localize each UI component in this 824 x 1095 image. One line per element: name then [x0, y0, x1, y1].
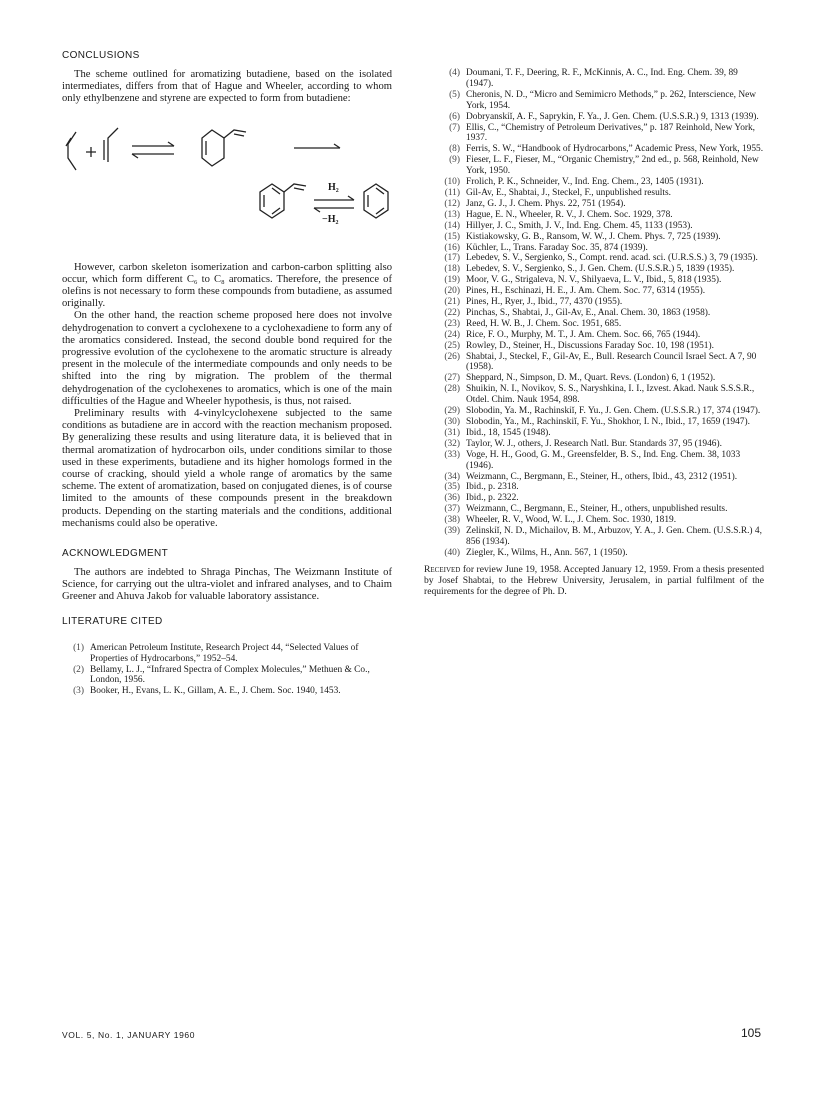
journal-issue-footer: VOL. 5, No. 1, JANUARY 1960 — [62, 1030, 196, 1040]
reference-text: Lebedev, S. V., Sergienko, S., J. Gen. Chem. (U.S.S.R.) 5, 1839 (1935). — [466, 264, 735, 275]
received-text: for review June 19, 1958. Accepted January 12, 1959. From a thesis presented by Josef Shabtai, to the Hebrew University, Jerusalem, in partial fulfilment of the requirements for the degree of Ph. D. — [424, 563, 764, 597]
reference-text: Pines, H., Ryer, J., Ibid., 77, 4370 (1955). — [466, 297, 623, 308]
reference-item — [424, 123, 764, 145]
reference-text: Shabtai, J., Steckel, F., Gil-Av, E., Bull. Research Council Israel Sect. A 7, 90 (1958). — [466, 351, 757, 373]
reference-item — [424, 308, 764, 319]
reference-item — [424, 275, 764, 286]
reference-item — [424, 232, 764, 243]
reference-item — [424, 472, 764, 483]
left-column — [62, 50, 392, 697]
reference-item — [424, 384, 764, 406]
reference-item — [424, 526, 764, 548]
reference-text: Ibid., p. 2322. — [466, 493, 519, 504]
reference-text: American Petroleum Institute, Research Project 44, “Selected Values of Properties of Hydrocarbons,” 1952–54. — [90, 642, 359, 664]
vinylcyclohexene-ring — [202, 130, 224, 166]
reference-number: (32) — [444, 438, 460, 449]
reference-number: (13) — [444, 209, 460, 220]
reference-text: Wheeler, R. V., Wood, W. L., J. Chem. Soc. 1930, 1819. — [466, 515, 677, 526]
reference-item — [424, 210, 764, 221]
reference-text: Moor, V. G., Strigaleva, N. V., Shilyaeva, L. V., Ibid., 5, 818 (1935). — [466, 275, 722, 286]
reference-number: (10) — [444, 177, 460, 188]
reference-number: (35) — [444, 482, 460, 493]
reference-number: (12) — [444, 198, 460, 209]
reference-text: Frolich, P. K., Schneider, V., Ind. Eng. Chem., 23, 1405 (1931). — [466, 177, 704, 188]
reference-number: (28) — [444, 384, 460, 395]
reference-text: Weizmann, C., Bergmann, E., Steiner, H., others, unpublished results. — [466, 504, 728, 515]
right-reference-list — [424, 68, 764, 559]
reference-number: (24) — [444, 329, 460, 340]
reference-item — [424, 406, 764, 417]
reference-number: (16) — [444, 242, 460, 253]
reference-item — [424, 493, 764, 504]
reference-number: (1) — [73, 642, 84, 653]
reference-number: (37) — [444, 504, 460, 515]
reaction-arrow — [294, 144, 340, 148]
reference-item — [424, 286, 764, 297]
equilibrium-arrow-back-1 — [132, 154, 174, 158]
reference-item — [424, 199, 764, 210]
plus-sign — [86, 147, 96, 157]
reference-number: (5) — [449, 89, 460, 100]
reference-text: Küchler, L., Trans. Faraday Soc. 35, 874 (1939). — [466, 242, 648, 253]
reference-number: (22) — [444, 307, 460, 318]
reference-item — [62, 686, 392, 697]
received-label: Received — [424, 563, 461, 575]
received-note — [424, 564, 764, 597]
reference-number: (36) — [444, 493, 460, 504]
reference-text: Kistiakowsky, G. B., Ransom, W. W., J. Chem. Phys. 7, 725 (1939). — [466, 231, 721, 242]
reference-number: (33) — [444, 449, 460, 460]
reference-item — [424, 68, 764, 90]
hydrogen-label: H₂ — [328, 181, 339, 193]
reaction-scheme-drawing — [62, 110, 392, 260]
reference-text: Janz, G. J., J. Chem. Phys. 22, 751 (1954). — [466, 198, 626, 209]
reference-text: Taylor, W. J., others, J. Research Natl. Bur. Standards 37, 95 (1946). — [466, 438, 722, 449]
reference-number: (31) — [444, 427, 460, 438]
reference-item — [424, 177, 764, 188]
reference-text: Pinchas, S., Shabtai, J., Gil-Av, E., Anal. Chem. 30, 1863 (1958). — [466, 307, 711, 318]
reference-item — [424, 504, 764, 515]
reference-number: (26) — [444, 351, 460, 362]
equilibrium-arrow-forward-1 — [132, 142, 174, 146]
reference-number: (14) — [444, 220, 460, 231]
reference-number: (9) — [449, 155, 460, 166]
reference-item — [424, 319, 764, 330]
reference-number: (2) — [73, 664, 84, 675]
reference-number: (4) — [449, 68, 460, 78]
butadiene-molecule-1 — [68, 132, 76, 170]
reference-text: Reed, H. W. B., J. Chem. Soc. 1951, 685. — [466, 318, 622, 329]
reference-text: Zelinskiĭ, N. D., Michailov, B. M., Arbuzov, Y. A., J. Gen. Chem. (U.S.S.R.) 4, 856 (1934). — [466, 526, 762, 547]
styrene-vinyl-double-bond — [294, 188, 304, 190]
reference-text: Sheppard, N., Simpson, D. M., Quart. Revs. (London) 6, 1 (1952). — [466, 373, 716, 384]
reference-item — [424, 144, 764, 155]
reference-text: Fieser, L. F., Fieser, M., “Organic Chemistry,” 2nd ed., p. 568, Reinhold, New York, 1950. — [466, 155, 759, 177]
reference-item — [62, 643, 392, 665]
reference-item — [424, 352, 764, 374]
reference-text: Pines, H., Eschinazi, H. E., J. Am. Chem. Soc. 77, 6314 (1955). — [466, 286, 706, 297]
conclusions-paragraph-4: Preliminary results with 4-vinylcyclohexene subjected to the same conditions as butadiene are in accord with the reaction mechanism proposed. By generalizing these results and using literature data, it is believed that in thermal aromatization of hydrocarbon oils, under conditions similar to those used in these experiments, butadiene and its higher homologs formed in the course of cracking, should yield a whole range of aromatics by the same scheme. The extent of aromatization, based on conjugated dienes, is of course limited to the amounts of these compounds present in the breakdown products. Depending on the starting materials and the conditions, additional mechanisms could also be operative. — [62, 408, 392, 529]
reference-number: (18) — [444, 264, 460, 275]
reference-item — [424, 330, 764, 341]
reference-number: (8) — [449, 144, 460, 155]
reference-text: Slobodin, Ya. M., Rachinskiĭ, F. Yu., J. Gen. Chem. (U.S.S.R.) 17, 374 (1947). — [466, 406, 761, 417]
reference-text: Hague, E. N., Wheeler, R. V., J. Chem. Soc. 1929, 378. — [466, 209, 673, 220]
reference-number: (25) — [444, 340, 460, 351]
reference-number: (38) — [444, 515, 460, 526]
literature-cited-heading: LITERATURE CITED — [62, 615, 163, 627]
reference-number: (39) — [444, 526, 460, 537]
reference-text: Weizmann, C., Bergmann, E., Steiner, H., others, Ibid., 43, 2312 (1951). — [466, 471, 738, 482]
page-number: 105 — [741, 1026, 762, 1040]
left-reference-list — [62, 643, 392, 698]
reference-item — [424, 264, 764, 275]
reference-text: Ibid., 18, 1545 (1948). — [466, 427, 551, 438]
reference-number: (20) — [444, 286, 460, 297]
reference-item — [424, 221, 764, 232]
reference-text: Ferris, S. W., “Handbook of Hydrocarbons,” Academic Press, New York, 1955. — [466, 144, 764, 155]
reference-text: Ellis, C., “Chemistry of Petroleum Derivatives,” p. 187 Reinhold, New York, 1937. — [466, 122, 756, 144]
vinyl-double-bond — [234, 134, 244, 136]
minus-hydrogen-label: −H₂ — [322, 213, 339, 225]
reference-number: (15) — [444, 231, 460, 242]
reference-number: (34) — [444, 471, 460, 482]
reference-item — [424, 155, 764, 177]
reference-text: Dobryanskiĭ, A. F., Saprykin, F. Ya., J. Gen. Chem. (U.S.S.R.) 9, 1313 (1939). — [466, 111, 759, 122]
reference-text: Bellamy, L. J., “Infrared Spectra of Complex Molecules,” Methuen & Co., London, 1956. — [90, 664, 370, 686]
conclusions-heading: CONCLUSIONS — [62, 50, 140, 61]
conclusions-paragraph-1: The scheme outlined for aromatizing butadiene, based on the isolated intermediates, differs from that of Hague and Wheeler, according to whom only ethylbenzene and styrene are expected to form from butadiene: — [62, 69, 392, 105]
hydrogenation-arrow — [314, 196, 354, 200]
reference-item — [424, 253, 764, 264]
reference-text: Lebedev, S. V., Sergienko, S., Compt. rend. acad. sci. (U.R.S.S.) 3, 79 (1935). — [466, 253, 758, 264]
reference-item — [424, 439, 764, 450]
acknowledgment-paragraph: The authors are indebted to Shraga Pinchas, The Weizmann Institute of Science, for carrying out the ultra-violet and infrared analyses, and to Chaim Greener and Ahuva Jakob for valuable laboratory assistance. — [62, 567, 392, 603]
reference-text: Hillyer, J. C., Smith, J. V., Ind. Eng. Chem. 45, 1133 (1953). — [466, 220, 693, 231]
reference-number: (27) — [444, 373, 460, 384]
reference-item — [424, 112, 764, 123]
right-column — [424, 68, 764, 597]
reference-number: (3) — [73, 686, 84, 697]
reference-number: (21) — [444, 297, 460, 308]
reference-text: Cheronis, N. D., “Micro and Semimicro Methods,” p. 262, Interscience, New York, 1954. — [466, 89, 757, 111]
reference-number: (40) — [444, 547, 460, 558]
reference-text: Rice, F. O., Murphy, M. T., J. Am. Chem. Soc. 66, 765 (1944). — [466, 329, 701, 340]
reference-number: (19) — [444, 275, 460, 286]
reference-item — [424, 548, 764, 559]
reference-number: (17) — [444, 253, 460, 264]
reference-text: Gil-Av, E., Shabtai, J., Steckel, F., unpublished results. — [466, 187, 671, 198]
reference-item — [424, 515, 764, 526]
reference-item — [62, 665, 392, 687]
dehydrogenation-arrow — [314, 208, 354, 212]
reference-text: Rowley, D., Steiner, H., Discussions Faraday Soc. 10, 198 (1951). — [466, 340, 714, 351]
reference-item — [424, 417, 764, 428]
reference-number: (30) — [444, 417, 460, 427]
reference-text: Ibid., p. 2318. — [466, 482, 519, 493]
reference-number: (6) — [449, 111, 460, 122]
conclusions-paragraph-3: On the other hand, the reaction scheme proposed here does not involve dehydrogenation to convert a cyclohexene to a cyclohexadiene to form any of the aromatics considered. Instead, the second double bond required for the progressive evolution of the cyclohexene to the aromatic structure is already present in the molecule of the intermediate compounds and only needs to be shifted into the ring by migration. The problem of the thermal dehydrogenation of the cyclohexenes to aromatics, which is one of the main difficulties of the Hague and Wheeler hypothesis, is thus, not raised. — [62, 310, 392, 407]
conclusions-paragraph-2: However, carbon skeleton isomerization and carbon-carbon splitting also occur, which form different C₆ to C₈ aromatics. Therefore, the presence of olefins is not necessary to form these compounds from butadiene, as assumed originally. — [62, 261, 392, 310]
reference-number: (23) — [444, 318, 460, 329]
reference-number: (29) — [444, 406, 460, 417]
ethylbenzene-ring-double-bonds — [368, 188, 384, 214]
reference-item — [424, 90, 764, 112]
reference-text: Doumani, T. F., Deering, R. F., McKinnis, A. C., Ind. Eng. Chem. 39, 89 (1947). — [466, 68, 738, 89]
reaction-scheme — [62, 110, 392, 260]
reference-number: (7) — [449, 122, 460, 133]
reference-item — [424, 373, 764, 384]
reference-item — [424, 243, 764, 254]
acknowledgment-heading: ACKNOWLEDGMENT — [62, 548, 169, 560]
styrene-ring-double-bonds — [264, 188, 280, 214]
reference-number: (11) — [444, 187, 460, 198]
reference-text: Slobodin, Ya., M., Rachinskiĭ, F. Yu., Shokhor, I. N., Ibid., 17, 1659 (1947). — [466, 417, 750, 427]
butadiene-molecule-2 — [108, 128, 118, 162]
reference-text: Ziegler, K., Wilms, H., Ann. 567, 1 (1950). — [466, 547, 628, 558]
reference-item — [424, 188, 764, 199]
reference-text: Shuikin, N. I., Novikov, S. S., Naryshkina, I. I., Izvest. Akad. Nauk S.S.S.R., Otdel. Chim. Nauk 1954, 898. — [466, 384, 755, 406]
reference-item — [424, 341, 764, 352]
reference-item — [424, 428, 764, 439]
reference-item — [424, 297, 764, 308]
reference-text: Voge, H. H., Good, G. M., Greensfelder, B. S., Ind. Eng. Chem. 38, 1033 (1946). — [466, 449, 741, 471]
reference-item — [424, 482, 764, 493]
reference-text: Booker, H., Evans, L. K., Gillam, A. E., J. Chem. Soc. 1940, 1453. — [90, 686, 341, 697]
reference-item — [424, 450, 764, 472]
